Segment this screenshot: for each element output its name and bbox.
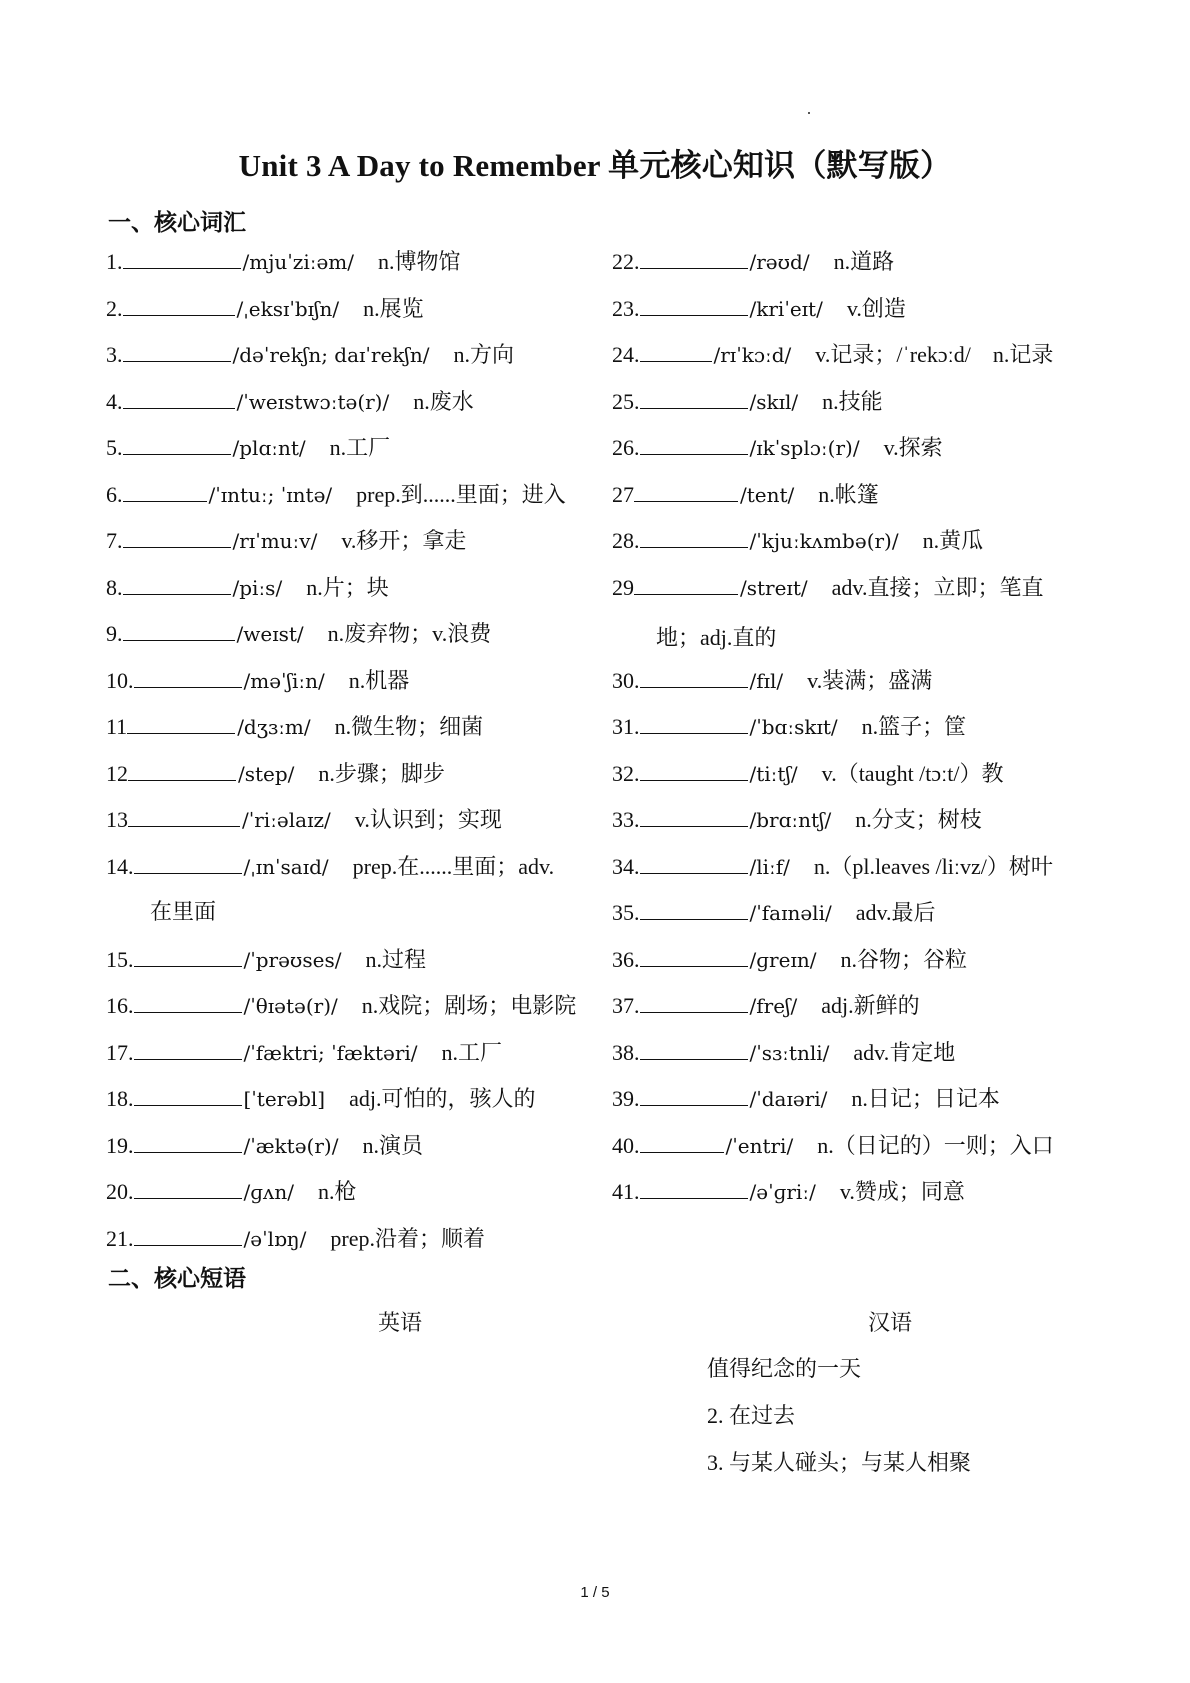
- answer-blank: [123, 621, 235, 641]
- vocab-item: [612, 1132, 1054, 1160]
- vocab-number: 9.: [106, 621, 123, 646]
- vocab-meaning: adj.可怕的，骇人的: [349, 1086, 536, 1111]
- vocab-meaning: adv.直接；立即；笔直: [831, 575, 1044, 600]
- vocab-meaning: v.移开；拿走: [341, 528, 467, 553]
- answer-blank: [123, 296, 235, 316]
- vocab-phonetic: /ɡreɪn/: [749, 948, 817, 972]
- vocab-phonetic: /ˌeksɪˈbɪʃn/: [236, 297, 340, 321]
- vocab-number: 24.: [612, 342, 640, 367]
- vocab-meaning: n.谷物；谷粒: [840, 947, 967, 972]
- vocab-phonetic: /rɪˈmuːv/: [232, 529, 318, 553]
- vocab-meaning: n.展览: [363, 296, 424, 321]
- vocab-item: [612, 1085, 1000, 1113]
- vocab-number: 18.: [106, 1086, 134, 1111]
- vocab-phonetic: /ˌɪnˈsaɪd/: [243, 855, 329, 879]
- vocab-number: 1.: [106, 249, 123, 274]
- vocab-number: 31.: [612, 714, 640, 739]
- phrase-item: 2. 在过去: [707, 1403, 796, 1428]
- vocab-meaning: v.赞成；同意: [839, 1179, 965, 1204]
- answer-blank: [134, 1086, 242, 1106]
- vocab-item: [612, 946, 967, 974]
- vocab-item: [106, 1085, 535, 1113]
- vocab-meaning: n.帐篷: [818, 482, 879, 507]
- answer-blank: [640, 854, 748, 874]
- vocab-item: [106, 1225, 485, 1253]
- vocab-number: 26.: [612, 435, 640, 460]
- vocab-item: [612, 806, 982, 834]
- answer-blank: [123, 528, 231, 548]
- vocab-phonetic: /rəʊd/: [749, 250, 810, 274]
- vocab-phonetic: /plɑːnt/: [232, 436, 306, 460]
- answer-blank: [640, 947, 748, 967]
- vocab-meaning: n.步骤；脚步: [318, 761, 445, 786]
- vocab-meaning: adj.新鲜的: [821, 993, 920, 1018]
- vocab-meaning: v.（taught /tɔːt/）教: [821, 761, 1004, 786]
- answer-blank: [640, 761, 748, 781]
- answer-blank: [128, 761, 236, 781]
- vocab-meaning: n.（日记的）一则；入口: [817, 1133, 1054, 1158]
- vocab-number: 20.: [106, 1179, 134, 1204]
- vocab-number: 15.: [106, 947, 134, 972]
- vocab-number: 8.: [106, 575, 123, 600]
- vocab-item: [106, 248, 461, 276]
- vocab-meaning: n.分支；树枝: [855, 807, 982, 832]
- vocab-phonetic: /ˈfæktri; ˈfæktəri/: [243, 1041, 418, 1065]
- vocab-number: 16.: [106, 993, 134, 1018]
- vocab-phonetic: /əˈɡriː/: [749, 1180, 816, 1204]
- vocab-phonetic: /step/: [238, 762, 295, 786]
- section-heading-vocabulary: 一、核心词汇: [108, 210, 246, 235]
- answer-blank: [640, 296, 748, 316]
- vocab-meaning: n.过程: [365, 947, 426, 972]
- vocab-item: [612, 853, 1053, 881]
- answer-blank: [134, 1226, 242, 1246]
- vocab-phonetic: /weɪst/: [236, 622, 304, 646]
- vocab-phonetic: /məˈʃiːn/: [243, 669, 325, 693]
- vocab-number: 25.: [612, 389, 640, 414]
- vocab-number: 17.: [106, 1040, 134, 1065]
- vocab-phonetic: /tent/: [740, 483, 795, 507]
- vocab-phonetic: /ɪkˈsplɔː(r)/: [749, 436, 860, 460]
- vocab-number: 22.: [612, 249, 640, 274]
- vocab-continuation-right: 地；adj.直的: [656, 625, 777, 650]
- vocab-item: [106, 992, 576, 1020]
- vocab-item: [612, 1178, 965, 1206]
- vocab-phonetic: [ˈterəbl]: [243, 1087, 326, 1111]
- vocab-meaning: n.片；块: [306, 575, 389, 600]
- answer-blank: [640, 1086, 748, 1106]
- vocab-meaning: n.方向: [453, 342, 514, 367]
- page-number: 1 / 5: [580, 1584, 610, 1601]
- section-heading-phrases: 二、核心短语: [108, 1266, 246, 1291]
- vocab-phonetic: /ˈprəʊses/: [243, 948, 342, 972]
- vocab-phonetic: /ˈdaɪəri/: [749, 1087, 828, 1111]
- answer-blank: [134, 993, 242, 1013]
- vocab-meaning: n.机器: [348, 668, 410, 693]
- vocab-meaning: n.演员: [362, 1133, 423, 1158]
- answer-blank: [128, 807, 240, 827]
- vocab-number: 5.: [106, 435, 123, 460]
- answer-blank: [123, 342, 231, 362]
- answer-blank: [640, 668, 748, 688]
- vocab-item: [106, 1178, 356, 1206]
- vocab-continuation-left: 在里面: [150, 899, 217, 924]
- answer-blank: [640, 1179, 748, 1199]
- vocab-number: 6.: [106, 482, 123, 507]
- vocab-meaning: n.篮子；筐: [861, 714, 967, 739]
- vocab-number: 7.: [106, 528, 123, 553]
- vocab-phonetic: /dʒɜːm/: [237, 715, 311, 739]
- vocab-meaning: n.工厂: [441, 1040, 503, 1065]
- vocab-phonetic: /fɪl/: [749, 669, 784, 693]
- vocab-phonetic: /piːs/: [232, 576, 283, 600]
- vocab-meaning: v.探索: [883, 435, 943, 460]
- vocab-item: [612, 527, 983, 555]
- vocab-phonetic: /kriˈeɪt/: [749, 297, 823, 321]
- vocab-meaning: n.微生物；细菌: [334, 714, 484, 739]
- vocab-number: 37.: [612, 993, 640, 1018]
- vocab-meaning: n.道路: [833, 249, 895, 274]
- vocab-item: [106, 295, 424, 323]
- vocab-item: [612, 295, 906, 323]
- vocab-number: 32.: [612, 761, 640, 786]
- answer-blank: [123, 575, 231, 595]
- vocab-item: [106, 946, 426, 974]
- vocab-item: [106, 806, 502, 834]
- answer-blank: [123, 482, 207, 502]
- vocab-number: 21.: [106, 1226, 134, 1251]
- answer-blank: [134, 854, 242, 874]
- vocab-meaning: adv.最后: [855, 900, 936, 925]
- vocab-number: 35.: [612, 900, 640, 925]
- vocab-item: [106, 667, 409, 695]
- answer-blank: [640, 342, 712, 362]
- vocab-item: [612, 713, 966, 741]
- column-header-chinese: 汉语: [868, 1310, 913, 1335]
- vocab-item: [612, 899, 936, 927]
- answer-blank: [640, 435, 748, 455]
- vocab-item: [106, 574, 389, 602]
- vocab-meaning: v.记录；/ˈrekɔːd/ n.记录: [815, 342, 1054, 367]
- vocab-meaning: prep.在......里面；adv.: [352, 854, 555, 879]
- vocab-item: [612, 992, 920, 1020]
- answer-blank: [640, 1133, 724, 1153]
- phrase-item: 3. 与某人碰头；与某人相聚: [707, 1450, 972, 1475]
- answer-blank: [640, 389, 748, 409]
- vocab-meaning: n.技能: [822, 389, 883, 414]
- vocab-phonetic: /ˈbɑːskɪt/: [749, 715, 838, 739]
- vocab-phonetic: /freʃ/: [749, 994, 798, 1018]
- vocab-number: 11: [106, 714, 128, 739]
- vocab-number: 39.: [612, 1086, 640, 1111]
- vocab-item: [612, 574, 1043, 602]
- vocab-phonetic: /ˈkjuːkʌmbə(r)/: [749, 529, 899, 553]
- answer-blank: [134, 668, 242, 688]
- vocab-phonetic: /dəˈrekʃn; daɪˈrekʃn/: [232, 343, 430, 367]
- answer-blank: [123, 249, 241, 269]
- vocab-item: [106, 713, 483, 741]
- vocab-number: 28.: [612, 528, 640, 553]
- answer-blank: [640, 807, 748, 827]
- column-header-english: 英语: [378, 1310, 423, 1335]
- answer-blank: [123, 389, 235, 409]
- vocab-number: 14.: [106, 854, 134, 879]
- answer-blank: [134, 1133, 242, 1153]
- vocab-number: 36.: [612, 947, 640, 972]
- vocab-meaning: n.（pl.leaves /liːvz/）树叶: [813, 854, 1053, 879]
- vocab-item: [106, 853, 554, 881]
- vocab-phonetic: /liːf/: [749, 855, 790, 879]
- vocab-meaning: n.废水: [413, 389, 474, 414]
- vocab-number: 23.: [612, 296, 640, 321]
- vocab-number: 27: [612, 482, 634, 507]
- vocab-item: [106, 620, 491, 648]
- answer-blank: [123, 435, 231, 455]
- vocab-item: [612, 248, 894, 276]
- vocab-item: [612, 1039, 955, 1067]
- vocab-item: [106, 341, 514, 369]
- vocab-number: 29: [612, 575, 634, 600]
- vocab-meaning: adv.肯定地: [853, 1040, 956, 1065]
- vocab-meaning: n.废弃物；v.浪费: [327, 621, 492, 646]
- answer-blank: [134, 1179, 242, 1199]
- vocab-number: 30.: [612, 668, 640, 693]
- vocab-number: 12: [106, 761, 128, 786]
- vocab-item: [106, 388, 474, 416]
- vocab-number: 4.: [106, 389, 123, 414]
- vocab-phonetic: /ˈɪntuː; ˈɪntə/: [208, 483, 333, 507]
- answer-blank: [127, 714, 235, 734]
- vocab-item: [612, 760, 1004, 788]
- answer-blank: [640, 900, 748, 920]
- vocab-meaning: v.创造: [846, 296, 906, 321]
- answer-blank: [634, 575, 738, 595]
- vocab-phonetic: /tiːtʃ/: [749, 762, 798, 786]
- vocab-meaning: v.装满；盛满: [807, 668, 933, 693]
- answer-blank: [640, 993, 748, 1013]
- vocab-number: 2.: [106, 296, 123, 321]
- vocab-number: 38.: [612, 1040, 640, 1065]
- vocab-number: 10.: [106, 668, 134, 693]
- vocab-number: 33.: [612, 807, 640, 832]
- vocab-item: [106, 481, 566, 509]
- vocab-meaning: n.日记；日记本: [851, 1086, 1000, 1111]
- vocab-phonetic: /skɪl/: [749, 390, 799, 414]
- vocab-phonetic: /əˈlɒŋ/: [243, 1227, 307, 1251]
- vocab-item: [106, 1039, 502, 1067]
- vocab-phonetic: /streɪt/: [740, 576, 808, 600]
- vocab-meaning: prep.沿着；顺着: [330, 1226, 485, 1251]
- document-title: Unit 3 A Day to Remember 单元核心知识（默写版）: [238, 148, 952, 183]
- vocab-number: 34.: [612, 854, 640, 879]
- vocab-meaning: n.戏院；剧场；电影院: [361, 993, 577, 1018]
- vocab-number: 19.: [106, 1133, 134, 1158]
- vocab-meaning: n.黄瓜: [922, 528, 984, 553]
- vocab-number: 3.: [106, 342, 123, 367]
- vocab-item: [612, 481, 879, 509]
- vocab-item: [106, 434, 390, 462]
- phrase-item: 值得纪念的一天: [707, 1356, 862, 1381]
- vocab-item: [106, 1132, 423, 1160]
- vocab-item: [612, 434, 943, 462]
- answer-blank: [634, 482, 738, 502]
- answer-blank: [640, 528, 748, 548]
- answer-blank: [134, 1040, 242, 1060]
- vocab-phonetic: /ˈentri/: [725, 1134, 794, 1158]
- vocab-number: 13: [106, 807, 128, 832]
- vocab-meaning: n.枪: [317, 1179, 357, 1204]
- vocab-phonetic: /ˈfaɪnəli/: [749, 901, 832, 925]
- answer-blank: [134, 947, 242, 967]
- vocab-phonetic: /ˈweɪstwɔːtə(r)/: [236, 390, 390, 414]
- vocab-phonetic: /ˈæktə(r)/: [243, 1134, 339, 1158]
- answer-blank: [640, 714, 748, 734]
- vocab-phonetic: /mjuˈziːəm/: [242, 250, 354, 274]
- answer-blank: [640, 1040, 748, 1060]
- vocab-meaning: n.工厂: [329, 435, 391, 460]
- vocab-meaning: prep.到......里面；进入: [356, 482, 566, 507]
- vocab-phonetic: /ˈriːəlaɪz/: [242, 808, 331, 832]
- vocab-number: 41.: [612, 1179, 640, 1204]
- vocab-phonetic: /brɑːntʃ/: [749, 808, 832, 832]
- vocab-number: 40.: [612, 1133, 640, 1158]
- vocab-item: [612, 341, 1053, 369]
- vocab-phonetic: /ˈθɪətə(r)/: [243, 994, 338, 1018]
- vocab-item: [106, 760, 445, 788]
- vocab-phonetic: /rɪˈkɔːd/: [713, 343, 792, 367]
- scan-speck: [808, 112, 810, 114]
- vocab-item: [612, 667, 932, 695]
- answer-blank: [640, 249, 748, 269]
- vocab-item: [612, 388, 883, 416]
- vocab-item: [106, 527, 466, 555]
- vocab-meaning: n.博物馆: [378, 249, 461, 274]
- vocab-phonetic: /ˈsɜːtnli/: [749, 1041, 830, 1065]
- vocab-phonetic: /ɡʌn/: [243, 1180, 294, 1204]
- vocab-meaning: v.认识到；实现: [354, 807, 502, 832]
